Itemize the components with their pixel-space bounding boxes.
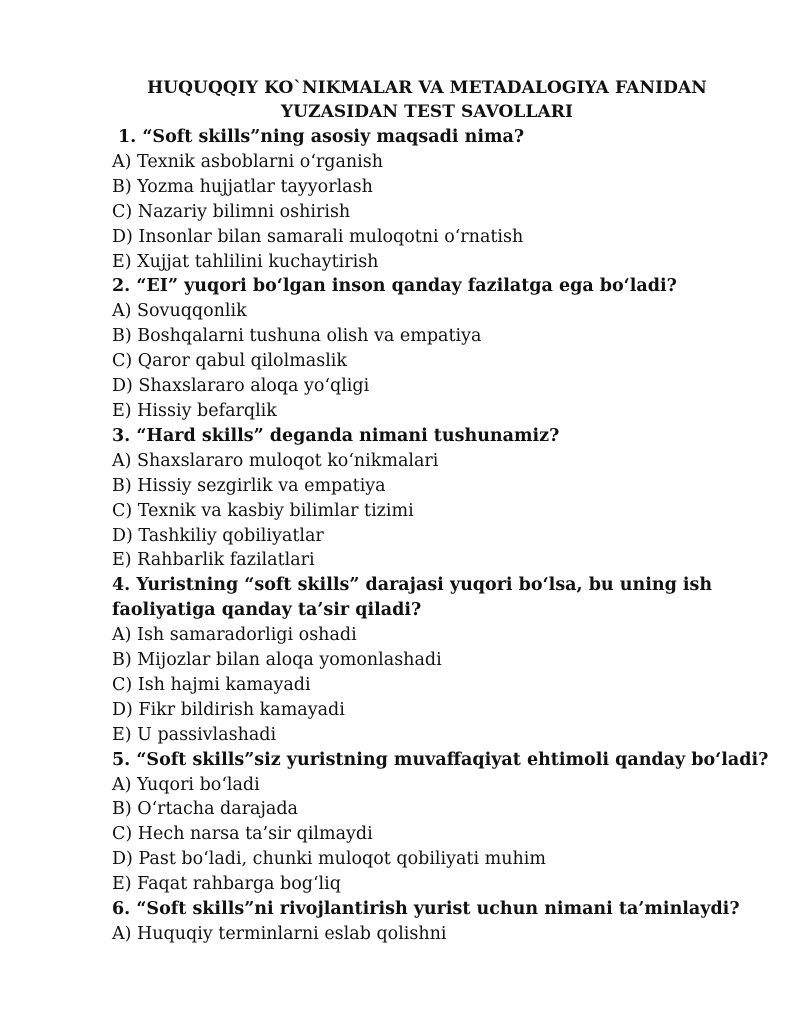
question-text-line-1: 4. Yuristning “soft skills” darajasi yuqori bo‘lsa, bu uning ish bbox=[112, 575, 713, 596]
answer-option: D) Shaxslararo aloqa yo‘qligi bbox=[112, 376, 370, 397]
answer-option: A) Texnik asboblarni o‘rganish bbox=[112, 151, 384, 172]
question-block bbox=[112, 274, 752, 423]
answer-option: B) Hissiy sezgirlik va empatiya bbox=[112, 475, 386, 496]
answer-option: A) Shaxslararo muloqot ko‘nikmalari bbox=[112, 450, 439, 471]
title-line-2: YUZASIDAN TEST SAVOLLARI bbox=[280, 102, 574, 122]
question-text: 6. “Soft skills”ni rivojlantirish yurist uchun nimani ta’minlaydi? bbox=[112, 899, 740, 920]
question-block bbox=[112, 897, 752, 947]
answer-option: C) Texnik va kasbiy bilimlar tizimi bbox=[112, 500, 414, 521]
answer-option: B) Boshqalarni tushuna olish va empatiya bbox=[112, 326, 482, 347]
answer-option: A) Yuqori bo‘ladi bbox=[112, 774, 260, 795]
question-block bbox=[112, 424, 752, 573]
answer-option: D) Tashkiliy qobiliyatlar bbox=[112, 525, 324, 546]
answer-option: E) Faqat rahbarga bog‘liq bbox=[112, 874, 341, 895]
question-block bbox=[112, 125, 752, 274]
document-title bbox=[0, 76, 800, 124]
answer-option: D) Fikr bildirish kamayadi bbox=[112, 699, 345, 720]
question-text: 3. “Hard skills” deganda nimani tushunamiz? bbox=[112, 425, 560, 446]
answer-option: C) Qaror qabul qilolmaslik bbox=[112, 351, 347, 372]
answer-option: A) Ish samaradorligi oshadi bbox=[112, 625, 357, 646]
answer-option: B) Yozma hujjatlar tayyorlash bbox=[112, 176, 373, 197]
question-text-line-2: faoliyatiga qanday ta’sir qiladi? bbox=[112, 600, 422, 621]
title-line-1: HUQUQQIY KO`NIKMALAR VA METADALOGIYA FANIDAN bbox=[147, 78, 707, 98]
question-list bbox=[112, 125, 769, 947]
question-text: 5. “Soft skills”siz yuristning muvaffaqiyat ehtimoli qanday bo‘ladi? bbox=[112, 749, 769, 770]
answer-option: A) Huquqiy terminlarni eslab qolishni bbox=[112, 924, 447, 944]
answer-option: E) Xujjat tahlilini kuchaytirish bbox=[112, 251, 379, 272]
answer-option: E) Rahbarlik fazilatlari bbox=[112, 550, 315, 571]
answer-option: D) Insonlar bilan samarali muloqotni o‘rnatish bbox=[112, 226, 524, 247]
answer-option: C) Hech narsa ta’sir qilmaydi bbox=[112, 824, 373, 845]
answer-option: E) Hissiy befarqlik bbox=[112, 400, 277, 421]
answer-option: C) Ish hajmi kamayadi bbox=[112, 674, 311, 695]
answer-option: D) Past bo‘ladi, chunki muloqot qobiliyati muhim bbox=[112, 849, 546, 870]
answer-option: B) Mijozlar bilan aloqa yomonlashadi bbox=[112, 650, 442, 671]
answer-option: A) Sovuqqonlik bbox=[112, 301, 247, 322]
question-block bbox=[112, 573, 752, 747]
answer-option: B) O‘rtacha darajada bbox=[112, 799, 298, 820]
answer-option: C) Nazariy bilimni oshirish bbox=[112, 201, 351, 222]
question-text: 2. “EI” yuqori bo‘lgan inson qanday fazilatga ega bo‘ladi? bbox=[112, 276, 677, 297]
answer-option: E) U passivlashadi bbox=[112, 724, 277, 745]
question-text: 1. “Soft skills”ning asosiy maqsadi nima? bbox=[118, 127, 525, 147]
question-block bbox=[112, 748, 769, 897]
